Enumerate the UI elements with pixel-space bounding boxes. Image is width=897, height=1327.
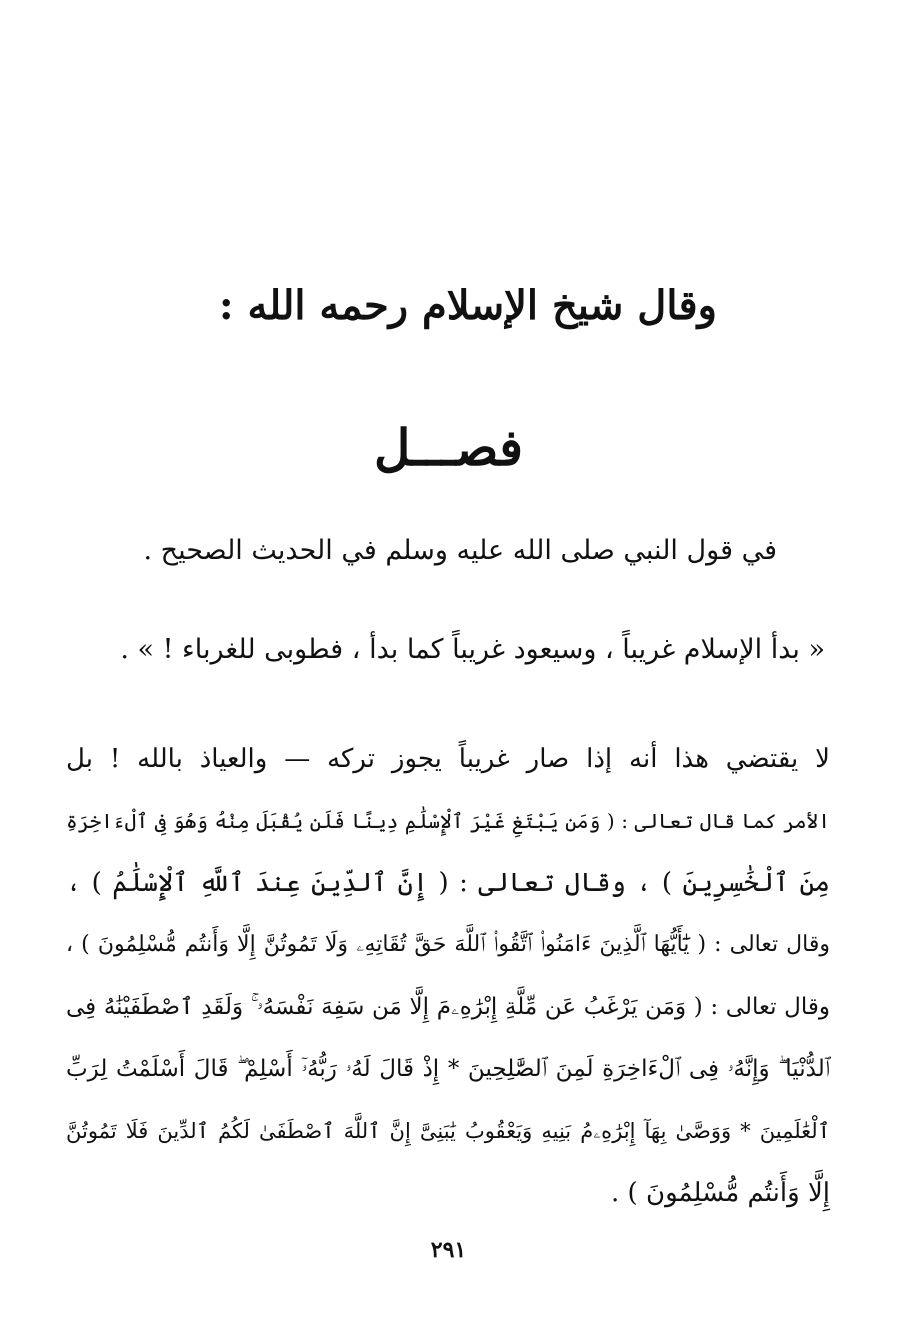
body-line: الأمر كما قال تعالى : ( وَمَن يَبْتَغِ غَيْرَ ٱلْإِسْلَٰمِ دِينًا فَلَن يُقْبَلَ مِنْهُ وَهُوَ فِى ٱلْءَاخِرَةِ (66, 809, 830, 833)
body-line: إِلَّا وَأَنتُم مُّسْلِمُونَ ) . (611, 1178, 830, 1208)
hadith-quote: « بدأ الإسلام غريباً ، وسيعود غريباً كما بدأ ، فطوبى للغرباء ! » . (120, 634, 825, 665)
body-line: ٱلدُّنْيَا ۖ وَإِنَّهُۥ فِى ٱلْءَاخِرَةِ لَمِنَ ٱلصَّٰلِحِينَ * إِذْ قَالَ لَهُۥ رَبُّهُۥٓ أَسْلِمْ ۖ قَالَ أَسْلَمْتُ لِرَبِّ (66, 1056, 830, 1082)
body-line: وقال تعالى : ( وَمَن يَرْغَبُ عَن مِّلَّةِ إِبْرَٰهِۦمَ إِلَّا مَن سَفِهَ نَفْسَهُۥ ۚ وَلَقَدِ ٱصْطَفَيْنَٰهُ فِى (66, 994, 830, 1020)
body-line: ٱلْعَٰلَمِينَ * وَوَصَّىٰ بِهَآ إِبْرَٰهِۦمُ بَنِيهِ وَيَعْقُوبُ يَٰبَنِىَّ إِنَّ ٱللَّهَ ٱصْطَفَىٰ لَكُمُ ٱلدِّينَ فَلَا تَمُوتُنَّ (66, 1119, 830, 1143)
intro-line: في قول النبي صلى الله عليه وسلم في الحديث الصحيح . (143, 535, 777, 566)
page-heading: وقال شيخ الإسلام رحمه الله : (218, 282, 717, 329)
body-line: مِنَ ٱلْخَٰسِرِينَ ) ، وقال تعالى : ( إِنَّ ٱلدِّينَ عِندَ ٱللَّهِ ٱلْإِسْلَٰمُ ) ، (66, 868, 830, 898)
body-line: وقال تعالى : ( يَٰٓأَيُّهَا ٱلَّذِينَ ءَامَنُوا۟ ٱتَّقُوا۟ ٱللَّهَ حَقَّ تُقَاتِهِۦ وَلَا تَمُوتُنَّ إِلَّا وَأَنتُم مُّسْلِمُونَ ) ، (66, 932, 830, 957)
page-number: ٢٩١ (430, 1237, 467, 1263)
section-title: فصـــل (373, 418, 524, 477)
body-paragraph (66, 728, 830, 1224)
body-line: لا يقتضي هذا أنه إذا صار غريباً يجوز تركه — والعياذ بالله ! بل (66, 744, 830, 774)
